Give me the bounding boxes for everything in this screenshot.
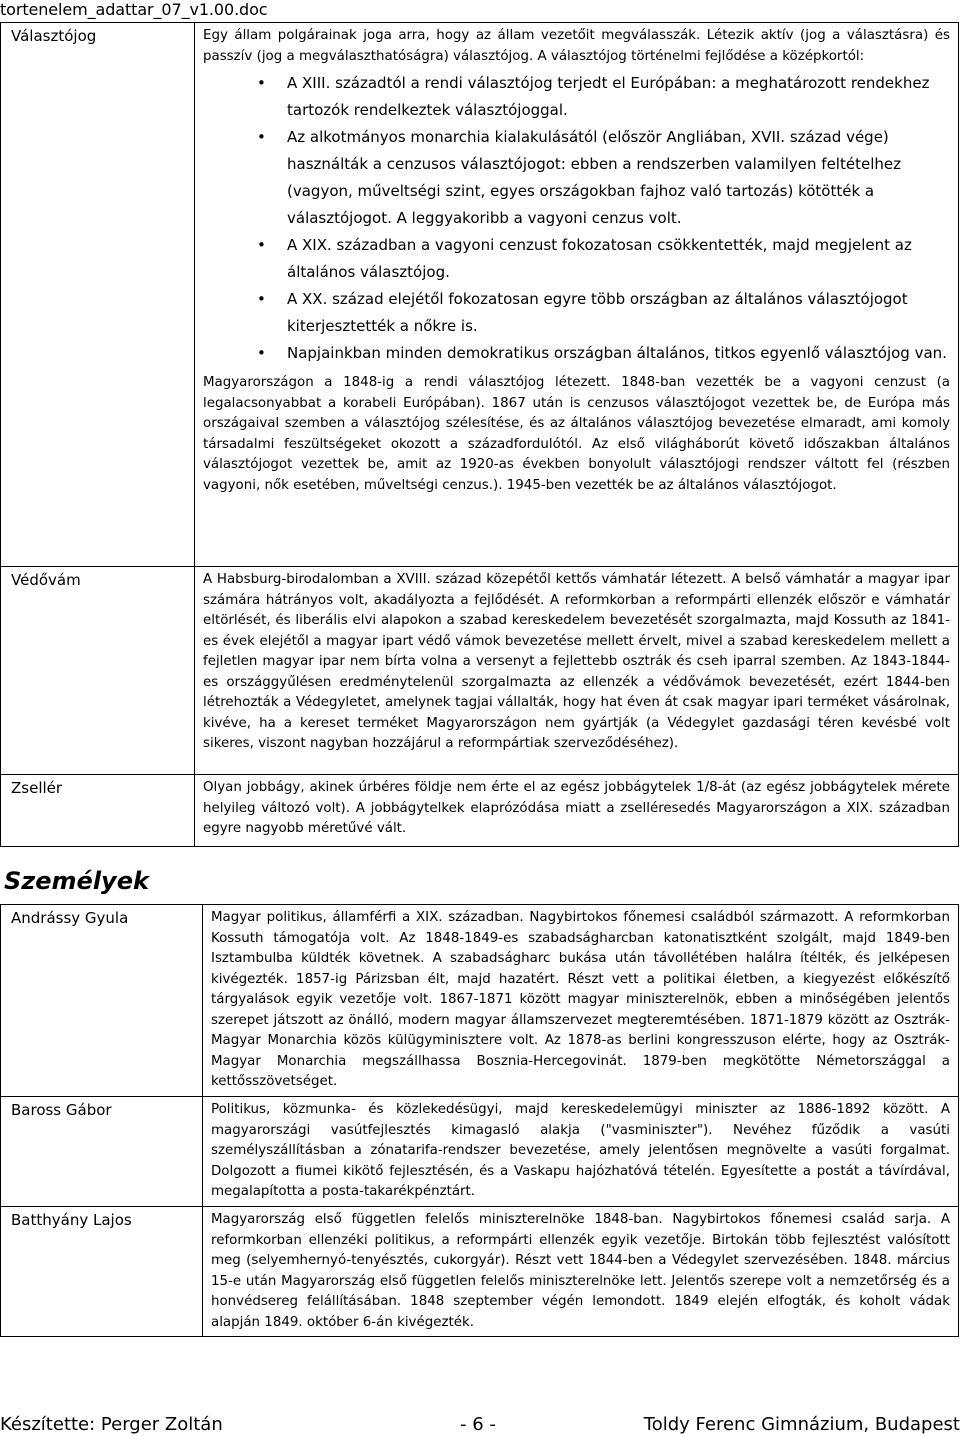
glossary-row-zseller: [1, 775, 959, 847]
person-row-andrassy: [1, 905, 959, 1097]
term-cell: Zsellér: [1, 775, 195, 847]
glossary-row-vedovam: [1, 567, 959, 775]
glossary-row-valasztojog: [1, 23, 959, 567]
glossary-table: [0, 22, 959, 847]
term-cell: Választójog: [1, 23, 195, 567]
section-heading: Személyek: [4, 867, 149, 895]
person-name-cell: Batthyány Lajos: [1, 1207, 203, 1337]
definition-cell: [195, 23, 959, 567]
document-title: tortenelem_adattar_07_v1.00.doc: [0, 0, 268, 19]
bullet-item: • A XIX. században a vagyoni cenzust fokozatosan csökkentették, majd megjelent az általános választójog.: [203, 232, 950, 286]
person-name-cell: Baross Gábor: [1, 1097, 203, 1207]
person-row-batthyany: [1, 1207, 959, 1337]
bullet-item: • Az alkotmányos monarchia kialakulásától (először Angliában, XVII. század vége) használták a cenzusos választójogot: ebben a rendszerben valamilyen feltételhez (vagyon, műveltségi szint, egyes országokban fajhoz való tartozás) kötötték a választójogot. A leggyakoribb a vagyoni cenzus volt.: [203, 124, 950, 232]
person-description-cell: Magyar politikus, államférfi a XIX. században. Nagybirtokos főnemesi családból származott. A reformkorban Kossuth támogatója volt. Az 1848-1849-es szabadságharcban katonatisztként szolgált, majd 1849-ben Isztambulba küldték követnek. A szabadságharc bukása után távollétében halálra ítélték, és jelképesen kivégezték. 1857-ig Párizsban élt, majd hazatért. Részt vett a politikai életben, a kiegyezést előkészítő tárgyalások egyik vezetője volt. 1867-1871 között magyar miniszterelnök, ebben a minőségében jelentős szerepet játszott az önálló, modern magyar államszervezet megteremtésében. 1871-1879 között az Osztrák-Magyar Monarchia közös külügyminisztere volt. Az 1878-as berlini kongresszuson elérte, hogy az Osztrák-Magyar Monarchia megszállhassa Bosznia-Hercegovinát. 1879-ben megkötötte Németországgal a kettősszövetséget.: [203, 905, 959, 1097]
definition-intro: Egy állam polgárainak joga arra, hogy az állam vezetőit megválasszák. Létezik aktív (jog a választásra) és passzív (jog a megválaszthatóságra) választójog. A választójog történelmi fejlődése a középkortól:: [203, 28, 950, 64]
footer-page-number: - 6 -: [460, 1414, 496, 1435]
footer-school: Toldy Ferenc Gimnázium, Budapest: [643, 1414, 960, 1435]
person-row-baross: [1, 1097, 959, 1207]
footer-author: Készítette: Perger Zoltán: [0, 1414, 223, 1435]
person-description-cell: Magyarország első független felelős miniszterelnöke 1848-ban. Nagybirtokos főnemesi család sarja. A reformkorban ellenzéki politikus, a reformpárti ellenzék egyik vezetője. Birtokán több fejlesztést valósított meg (selyemhernyó-tenyésztés, cukorgyár). Részt vett 1844-ben a Védegylet szervezésében. 1848. március 15-e után Magyarország első független felelős miniszterelnöke lett. Jelentős szerepe volt a nemzetőrség és a honvédsereg felállításában. 1848 szeptember végén lemondott. 1849 elején elfogták, és koholt vádak alapján 1849. október 6-án kivégezték.: [203, 1207, 959, 1337]
bullet-item: • A XIII. századtól a rendi választójog terjedt el Európában: a meghatározott rendekhez tartozók rendelkeztek választójoggal.: [203, 70, 950, 124]
person-name-cell: Andrássy Gyula: [1, 905, 203, 1097]
persons-table: [0, 904, 959, 1337]
person-description-cell: Politikus, közmunka- és közlekedésügyi, majd kereskedelemügyi miniszter az 1886-1892 között. A magyarországi vasútfejlesztés kimagasló alakja ("vasminiszter"). Nevéhez fűződik a vasúti személyszállításban a zónatarifa-rendszer bevezetése, amely jelentősen megnövelte a vasúti forgalmat. Dolgozott a fiumei kikötő fejlesztésén, és a Vaskapu hajózhatóvá tételén. Egyesítette a postát a távírdával, megalapította a posta-takarékpénztárt.: [203, 1097, 959, 1207]
history-bullet-list: [203, 70, 950, 367]
definition-cell: Olyan jobbágy, akinek úrbéres földje nem érte el az egész jobbágytelek 1/8-át (az egész jobbágytelek mérete helyileg változó volt). A jobbágytelkek elaprózódása miatt a zselléresedés Magyarországon a XIX. században egyre nagyobb méretűvé vált.: [195, 775, 959, 847]
bullet-item: • A XX. század elejétől fokozatosan egyre több országban az általános választójogot kiterjesztették a nőkre is.: [203, 286, 950, 340]
definition-outro: Magyarországon a 1848-ig a rendi választójog létezett. 1848-ban vezették be a vagyoni cenzust (a legalacsonyabbat a korabeli Európában). 1867 után is cenzusos választójogot vezettek be, de Európa más országaival szemben a választójog szélesítése, és az általános választójog bevezetése elmaradt, ami komoly társadalmi feszültségeket okozott a századfordulótól. Az első világháborút követő időszakban általános választójogot vezettek be, amit az 1920-as években bonyolult választójogi rendszer váltott fel (részben vagyoni, nők esetében, műveltségi cenzus.). 1945-ben vezették be az általános választójogot.: [203, 375, 950, 493]
term-cell: Védővám: [1, 567, 195, 775]
definition-cell: A Habsburg-birodalomban a XVIII. század közepétől kettős vámhatár létezett. A belső vámhatár a magyar ipar számára hátrányos volt, akadályozta a fejlődését. A reformkorban a reformpárti ellenzék először e vámhatár eltörlését, és liberális elvi alapokon a szabad kereskedelem bevezetését szorgalmazta, majd Kossuth az 1841-es évek elejétől a magyar ipart védő vámok bevezetése mellett érvelt, mivel a szabad kereskedelem mellett a fejletlen magyar ipar nem bírta volna a versenyt a fejlettebb osztrák és cseh iparral szemben. Az 1843-1844-es országgyűlésen eredménytelenül szorgalmazta az ellenzék a védővámok bevezetését, ezért 1844-ben létrehozták a Védegyletet, amelynek tagjai vállalták, hogy hat éven át csak magyar ipari terméket vásárolnak, kivéve, ha a kereset terméket Magyarországon nem gyártják (a Védegylet gazdasági téren kevésbé volt sikeres, viszont nagyban hozzájárul a reformpártiak szerveződéséhez).: [195, 567, 959, 775]
bullet-item: • Napjainkban minden demokratikus országban általános, titkos egyenlő választójog van.: [203, 340, 950, 367]
